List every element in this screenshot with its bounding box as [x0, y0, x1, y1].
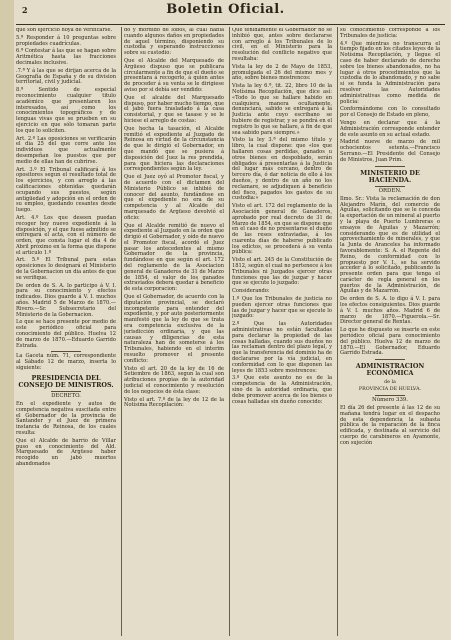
- column-1: [16, 28, 116, 636]
- paragraph: PROVINCIA DE HUELVA.: [358, 387, 422, 393]
- paragraph: Vista la ley de 2 de Mayo de 1853, promulgada el 26 del mismo mes y año, sobre bienes mostrencos:: [232, 63, 332, 82]
- page-edge: [0, 0, 14, 640]
- column-divider: [229, 27, 230, 636]
- paragraph: Que el alcalde del Marquesado dispuso, por haber mucho tiempo, que el jabó fuera trasladado á la casa consistorial, y que se tasase y se le hiciese el arreglo de costas:: [124, 94, 224, 124]
- paragraph: Considerando:: [232, 288, 270, 295]
- paragraph: Art. 3.º El Tribunal calificará á los opositores segun el resultado total de los ejercicios, y con arreglo á las calificaciones obtenidas quedarán ocupando sus puestos, según antigüedad y adopción en el orden de su empleo, quedando cesantes desde luego.: [16, 166, 116, 214]
- page-title: Boletin Oficial.: [166, 2, 285, 17]
- paragraph: do y mordido de lobos, al cual habia cuando algunos daños en propiedades de aquel término, disponiendo su custodia y esperando instrucciones sobre su custodio:: [124, 28, 224, 57]
- column-divider: [337, 27, 338, 636]
- paragraph: De orden de S. A. lo digo á V. I. para los efectos consiguientes. Dios guarde á V. I. muchos años. Madrid 6 de marzo de 1870.—Figuerola.—Sr. Director general de Rentas.: [340, 296, 440, 326]
- paragraph: .7.ª Y á las que se dirijan acerca de la Geografía de España y de su division territorial, civil y judicial.: [16, 67, 116, 86]
- paragraph: Visto el art. 245 de la Constitución de 1812, según el cual no pertenece á los Tribunales ni Juzgados ejercer otras funciones que las de juzgar y hacer que se ejecute lo juzgado:: [232, 257, 332, 287]
- section-heading: PRESIDENCIA DEL CONSEJO DE MINISTROS.: [18, 373, 114, 390]
- paragraph: su conocimiento corresponde á los Tribunales de justicia:: [340, 28, 440, 39]
- paragraph: Vista la ley 6.ª, tit. 22, libro 10 de la Notísima Recopilación, que dice así: «Todo lo que se hallare habido en cualquiera manera ocultamente, denunciará, sabido se entregará á la Justicia ante cuyo escribano se hubiere de registrar, y se pondrá en el registro lo que se hallare, á fin de que sea sabido para siempre.»: [232, 83, 332, 136]
- paragraph: Conformándome con lo consultado por el Consejo de Estado en pleno,: [340, 106, 440, 119]
- paragraph: 4.º Que mientras no transcurra el tiempo fijado en los citados leyes de la Notísima Recopilación, y llegue el caso de haber declarado de derecho sobre los bienes abandonados, no ha lugar á otros procedimientos que la custodia de lo abandonado, y no sabe si se funda la Administración para resolver las Autoridades administrativas como medida de policía:: [340, 40, 440, 105]
- paragraph: Visto el art. 20 de la ley de 16 de Setiembre de 1863, segun la cual son atribuciones propias de la autoridad judicial el conocimiento y resolución de los negocios de ésta clase:: [124, 365, 224, 395]
- page-number: 2: [22, 5, 28, 15]
- paragraph: 5.ª Responder á 10 preguntas sobre propiedades cuadrículas.: [16, 34, 116, 47]
- paragraph: Visto el art. 172 del reglamento de la Asociación general de Ganaderos, aprobado por real decreto de 31 de Marzo de 1854, en que se dispone que en el caso de no presentarse el dueño de las reses extraviadas, á los cuarenta días de haberse publicado los edictos, se procederá á su venta pública:: [232, 203, 332, 256]
- paragraph: En el expediente y autos de competencia negativa suscitada entre el Gobernador de la provincia de Santander y el Juez de primera instancia de Reinosa, de los cuales resulta:: [16, 401, 116, 437]
- paragraph: De orden de S. A. lo participo á V. I. para su conocimiento y efectos indicados. Dios guarde á V. I. muchos años. Madrid 5 de Marzo de 1870.—Rivero.—Sr. Subsecretario del Ministerio de la Gobernacion.: [16, 282, 116, 318]
- paragraph: Art. 5.º El Tribunal para estas oposiciones lo designará el Ministerio de la Gobernacion un dia antes de que se verifique.: [16, 257, 116, 281]
- paragraph: Que el Alcalde de barrio de Villar puso en conocimiento del Ald. Marquesado de Argüeso haber recogido un jabó muertos abandonados: [16, 437, 116, 467]
- section-rule: [375, 359, 405, 360]
- section-heading: MINISTERIO DE HACIENDA.: [360, 168, 420, 184]
- paragraph: Visto la ley 3.ª del mismo título y libro, la cual dispone: que «los que hallaren cosas perdidas, ganados u otros bienes en despoblado, serán obligados á presentarlas á la Justicia del lugar más cercano, dentro de tercero día, ó dar noticia de ello á los dueños, y dentro de un año no los reclamare, se adjudiquen á beneficio del fisco, pagados los gastos de su custodia:»: [232, 137, 332, 202]
- paragraph: Art. 4.º Los que deseen puedan recoger hoy nuevo expediente á la disposición, y el que fuese admitido se entregará el acta, con el número de orden, que consta lugar el dia 4 de Abril próximo en la forma que dispone el artículo 1.º: [16, 214, 116, 256]
- paragraph: de la: [384, 379, 396, 385]
- paragraph: Lo que se hace presente por medio de este periódico oficial para conocimiento del público. Huelva 12 de marzo de 1870.—Eduardo Garrido Estrada.: [16, 319, 116, 349]
- paragraph: 8.ª Sentido de especial reconocimiento cualquier titulo académico que presentaren los interesados, así como los conocimientos topográficos y de lenguas vivas que se prueben en su ejercicio en que sólo tomaran parte los que lo soliciten.: [16, 87, 116, 134]
- section-heading: ADMINISTRACION ECONÓMICA: [355, 362, 425, 378]
- paragraph: Que tenidamente el Gobernador no se inhibió que, antes sobre declararse con arreglo á los Tribunales de lo civil, en el Ministerio para la resolución del conflicto negativo que resultaba:: [232, 28, 332, 62]
- paragraph: Madrid nueve de marzo de mil ochocientos setenta.—Francisco Serrano.—El Presidente del Consejo de Ministros, Juan Prim.: [340, 139, 440, 163]
- paragraph: Ilmo. Sr.: Vista la reclamación de don Alejandro Marín, del comercio de Aguilas, solicitando que se le conceda la exportación de un mineral al puerto y la playa de Puerto Lumbreras o ensayos de Águilas y Mazarrón; considerando que es de utilidad el aprovechamiento de minerales, y que la Junta de Aranceles ha informado favorablemente: S. A. el Regente del Reino, de conformidad con lo propuesto por V. I., se ha servido acceder á lo solicitado, publicando la presente orden para que tenga el carácter de regla general en los puertos de la Administración, de Aguilas y de Mazarrón.: [340, 195, 440, 295]
- paragraph: 3.º Que este asunto no es de la competencia de la Administración, sino de la autoridad ordinaria, que debe promover acerca de los bienes o cosas halladas sin dueño conocido:: [232, 375, 332, 405]
- paragraph: Que el Alcalde del Marquesado de Argüeso dispuso que se publicara circularmente a fin de que el dueño se presentara á recogerlo, á quien antes de proceder á su venta se le dirigiese aviso por si debía ser vendido:: [124, 57, 224, 93]
- paragraph: DECRETO.: [51, 393, 81, 400]
- paragraph: Que el Gobernador, de acuerdo con la diputación provincial, se declaró incompetente para entender del expediente, y por auto posteriormente manifestó que la ley de que se trata era competencia exclusiva de la jurisdicción ordinaria, y que las causas y diligencias de esta naturaleza han de someterse á los Tribunales, habiendo en el interim resuelto promover el presente conflicto:: [124, 294, 224, 364]
- paragraph: Número 339.: [371, 397, 409, 404]
- column-4: [340, 28, 440, 636]
- paragraph: Art. 2.º Las oposiciones se verificarán el dia 25 del que corre ante los individuos que actualmente desempeñan los puestos que por medio de ellas han de cubrirse.: [16, 135, 116, 165]
- paragraph: Vengo en declarar que á la Administración corresponde entender de este asunto en su actual estado.: [340, 119, 440, 138]
- column-2: [124, 28, 224, 636]
- section-rule: [375, 186, 405, 187]
- column-3: [232, 28, 332, 636]
- paragraph: 1.º Que los Tribunales de justicia no pueden ejercer otras funciones que las de juzgar y hacer que se ejecute lo juzgado:: [232, 296, 332, 320]
- paragraph: 6.ª Contestar á las que se hagan sobre Aritmética hasta las fracciones decimales inclusive.: [16, 48, 116, 66]
- paragraph: Que el Juez oyó al Promotor fiscal, y de acuerdo con el dictamen del Ministerio Público se inhibió de conocer del asunto, fundándose en que el expediente no era de su competencia y al Alcalde del marquesado de Argüeso devolvió el oficio:: [124, 174, 224, 221]
- section-rule: [51, 391, 81, 392]
- paragraph: Que el Alcalde remitió de nuevo el expediente al Juzgado en la orden que dirigió el Gobernador, y oído de nuevo el Promotor fiscal, acordó el Juez pasar los antecedentes al mismo Gobernador de la provincia, fundándose en que según el art. 172 del reglamento de la Asociacion general de Ganaderos de 31 de Marzo de 1854, el valor de los ganados extraviados deberá quedar á beneficio de esta corporacion:: [124, 222, 224, 293]
- paragraph: Lo que he dispuesto se inserte en este periódico oficial para conocimiento del público. Huelva 12 de marzo de 1870.—El Gobernador, Eduardo Garrido Estrada.: [340, 327, 440, 357]
- paragraph: Que hecha la tasación, el Alcalde remitió el expediente al Juzgado de Reinosa en virtud de la circunstancia de que le dirigió el Gobernador, en que mandó que se pusiera á disposición del Juez la res prendida, para que hiciera las declaraciones correspondientes según la ley.: [124, 125, 224, 173]
- paragraph: Visto el art. 7.º de la ley de 12 de la Notísima Recopilación:: [124, 396, 224, 409]
- paragraph: El día 26 del presente á las 12 de su mañana tendrá lugar en el despacho de esta dependencia la subasta pública de la reparación de la finca edificada, y destinada al servicio del cuerpo de carabineros en Ayamonte, con sujeción: [340, 405, 440, 446]
- header-rule: [16, 24, 445, 25]
- paragraph: La Gaceta núm. 71, correspondiente al Sábado 12 de marzo, inserta lo siguiente:: [16, 353, 116, 372]
- paragraph: ÓRDEN.: [378, 187, 402, 194]
- paragraph: que son ejercicio hoya de verificarse.: [16, 28, 113, 33]
- section-rule: [375, 166, 405, 167]
- column-divider: [121, 27, 122, 636]
- paragraph: 2.º Que las Autoridades administrativas no están facultadas para declarar la propiedad de las cosas halladas, cuando sus dueños no las reclaman dentro del plazo legal, y que la transferencia del dominio ha de declararse por la vía judicial, en conformidad con lo que disponen las leyes de 1853 sobre mostrencos:: [232, 321, 332, 374]
